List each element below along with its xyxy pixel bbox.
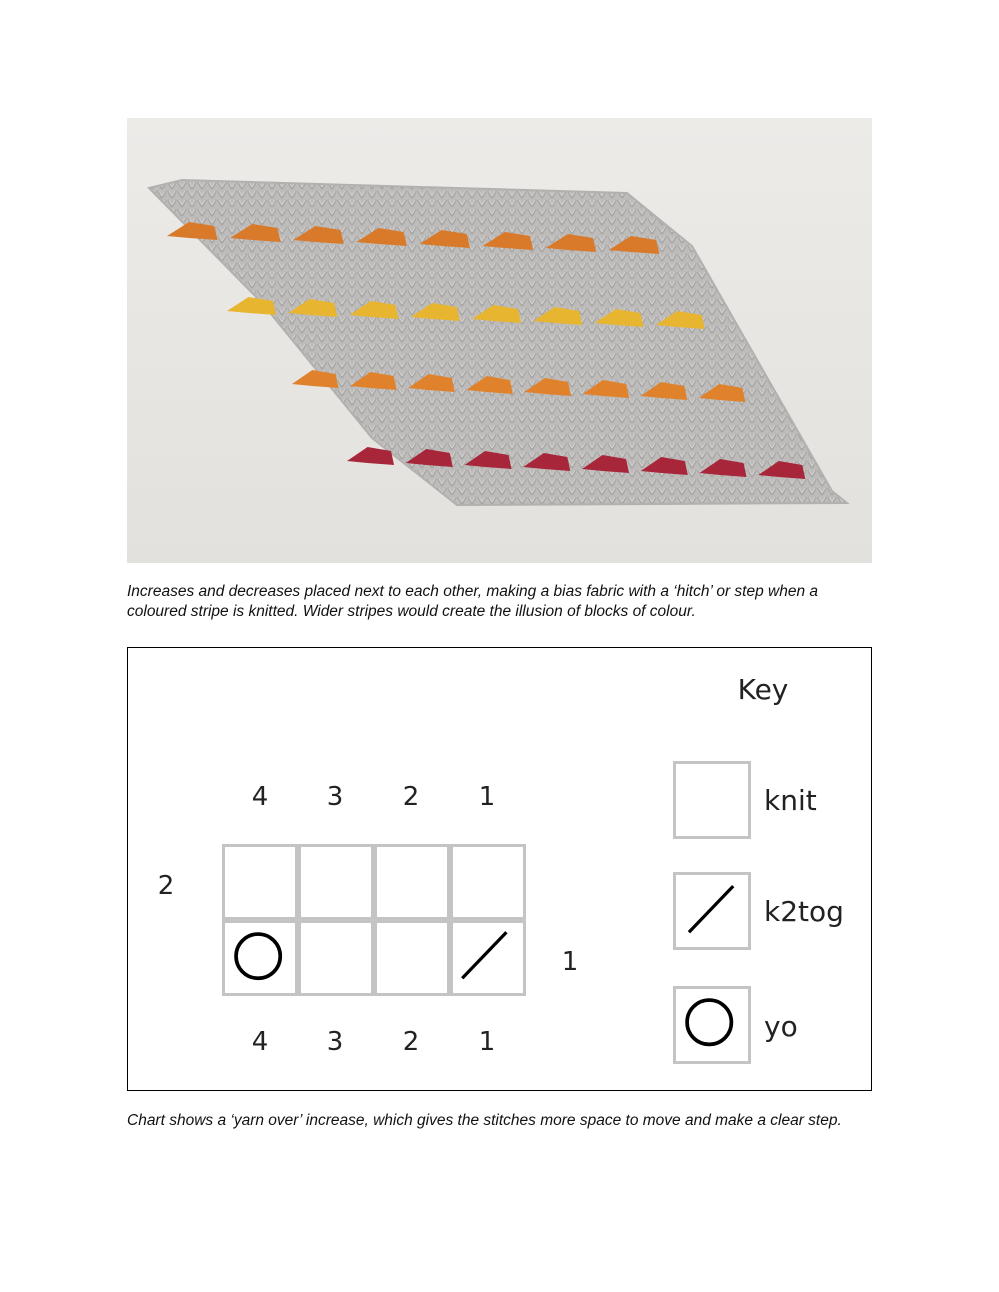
row-label-2: 2 — [157, 871, 175, 901]
cell-row1-col4-yo — [222, 920, 298, 996]
column-label-top-1: 1 — [478, 782, 496, 812]
key-yo-label: yo — [764, 1010, 798, 1043]
key-knit-symbol — [673, 761, 751, 839]
column-label-top-4: 4 — [251, 782, 269, 812]
column-label-top-3: 3 — [326, 782, 344, 812]
cell-row1-col3 — [298, 920, 374, 996]
cell-row2-col4 — [222, 844, 298, 920]
knitting-chart — [127, 647, 872, 1091]
chart-caption: Chart shows a ‘yarn over’ increase, which gives the stitches more space to move and make a clear step. — [127, 1112, 842, 1129]
cell-row2-col3 — [298, 844, 374, 920]
k2tog-icon — [453, 923, 523, 993]
k2tog-key-icon — [676, 875, 748, 947]
key-knit-label: knit — [764, 784, 817, 817]
swatch-photo — [127, 118, 872, 563]
cell-row2-col1 — [450, 844, 526, 920]
cell-row1-col2 — [374, 920, 450, 996]
column-label-bottom-3: 3 — [326, 1027, 344, 1057]
cell-row2-col2 — [374, 844, 450, 920]
key-yo-symbol — [673, 986, 751, 1064]
stitch-grid — [222, 844, 526, 996]
yo-key-icon — [676, 989, 748, 1061]
key-k2tog-label: k2tog — [764, 895, 844, 928]
yo-icon — [225, 923, 295, 993]
key-k2tog-symbol — [673, 872, 751, 950]
photo-caption: Increases and decreases placed next to each other, making a bias fabric with a ‘hitch’ or step when a coloured stripe is knitted. Wider stripes would create the illusion of blocks of colour. — [127, 583, 819, 620]
swatch-illustration — [127, 118, 872, 563]
key-title: Key — [737, 673, 789, 706]
row-label-1: 1 — [561, 947, 579, 977]
column-label-bottom-4: 4 — [251, 1027, 269, 1057]
column-label-bottom-2: 2 — [402, 1027, 420, 1057]
column-label-top-2: 2 — [402, 782, 420, 812]
column-label-bottom-1: 1 — [478, 1027, 496, 1057]
cell-row1-col1-k2tog — [450, 920, 526, 996]
